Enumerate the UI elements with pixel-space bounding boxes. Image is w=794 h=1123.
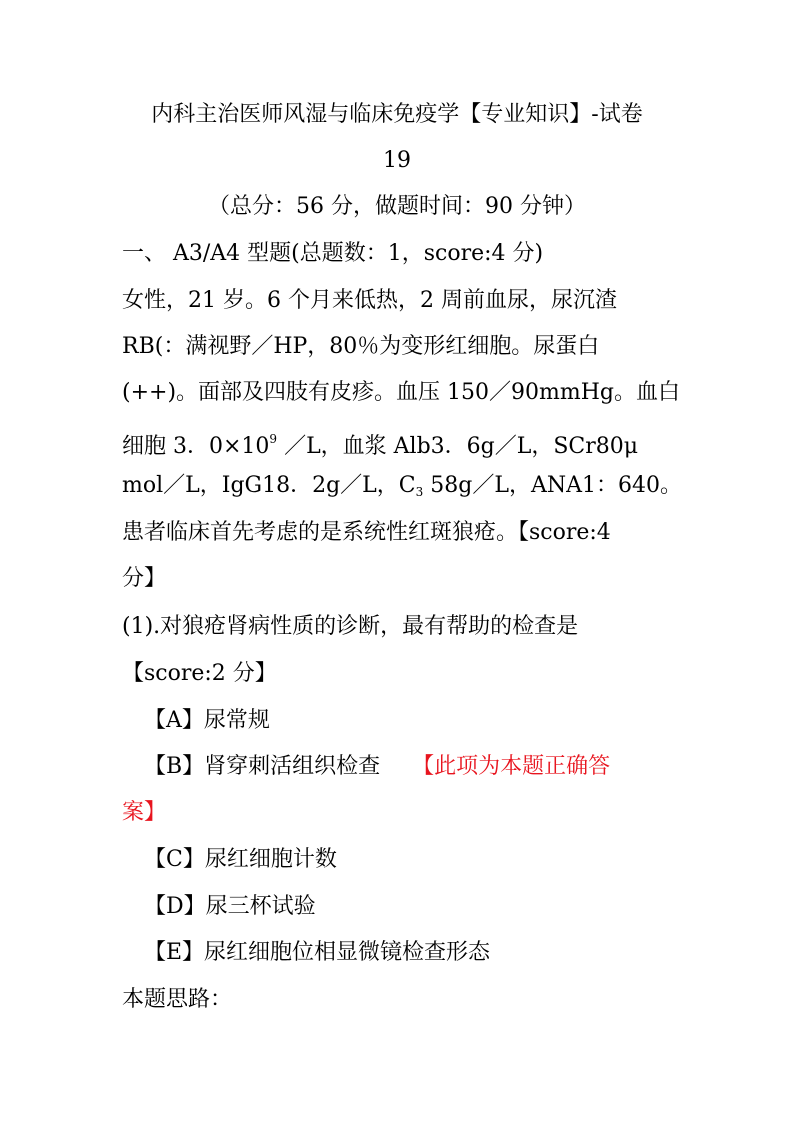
case-line-6: 患者临床首先考虑的是系统性红斑狼疮。【score:4 [122,520,611,545]
case-line-3: (++)。面部及四肢有皮疹。血压 150／90mmHg。血白 [122,380,681,405]
case-line-5-a: mol／L，IgG18．2g／L，C [122,473,416,498]
title-line-2: 19 [383,148,411,173]
case-line-5 [122,471,682,507]
question-line-1: (1).对狼疮肾病性质的诊断，最有帮助的检查是 [122,614,579,639]
option-b-label: 【B】肾穿刺活组织检查 [144,754,381,779]
case-line-1: 女性，21 岁。6 个月来低热，2 周前血尿，尿沉渣 [122,288,617,313]
option-c: 【C】尿红细胞计数 [144,847,337,872]
solution-label: 本题思路： [122,987,233,1012]
exponent: 9 [269,432,278,446]
case-line-7: 分】 [122,566,167,591]
option-b [144,752,610,782]
case-line-4-a: 细胞 3．0×10 [122,434,270,459]
option-d: 【D】尿三杯试验 [144,894,316,919]
subscript: 3 [415,485,424,499]
case-line-4-b: ／L，血浆 Alb3．6g／L，SCr80μ [284,434,639,459]
section-heading: 一、 A3/A4 型题(总题数：1，score:4 分) [122,241,544,266]
case-line-2: RB(：满视野／HP，80％为变形红细胞。尿蛋白 [122,334,600,359]
title-line-1: 内科主治医师风湿与临床免疫学【专业知识】-试卷 [151,102,643,127]
case-line-4 [122,424,638,462]
question-line-2: 【score:2 分】 [122,661,277,686]
case-line-5-b: 58g／L，ANA1：640。 [430,473,682,498]
option-e: 【E】尿红细胞位相显微镜检查形态 [144,940,491,965]
exam-meta: （总分：56 分，做题时间：90 分钟） [208,194,586,219]
correct-answer-note: 【此项为本题正确答 [412,754,611,779]
correct-answer-note-cont: 案】 [122,800,167,825]
option-a: 【A】尿常规 [144,708,270,733]
